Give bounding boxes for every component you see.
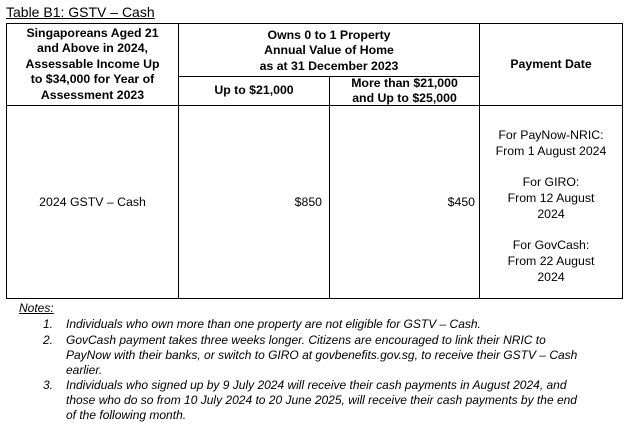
note-2 xyxy=(43,333,628,378)
eligibility-header-line: Assessment 2023 xyxy=(40,87,145,102)
row-label-cell xyxy=(7,106,178,298)
av-21000-to-25000-line: and Up to $25,000 xyxy=(352,91,457,105)
payment-line: For GIRO: xyxy=(522,175,580,189)
property-group-header-line: Annual Value of Home xyxy=(264,43,394,58)
note-line: Individuals who own more than one property are not eligible for GSTV – Cash. xyxy=(66,317,481,331)
av-up-to-21000-header xyxy=(179,77,329,105)
note-line: of the following month. xyxy=(66,408,187,422)
av-up-to-21000-label: Up to $21,000 xyxy=(214,83,294,98)
payment-date-header xyxy=(480,24,622,105)
eligibility-header-line: Assessable Income Up xyxy=(25,56,160,71)
value-21000-to-25000: $450 xyxy=(447,195,475,209)
govcash-block xyxy=(480,237,622,285)
note-line: earlier. xyxy=(66,363,103,377)
payment-line: For GovCash: xyxy=(512,238,590,252)
payment-line: From 12 August xyxy=(507,191,595,205)
property-group-header xyxy=(179,27,479,75)
note-number: 2. xyxy=(43,333,54,347)
note-3 xyxy=(43,378,628,423)
note-text xyxy=(66,317,628,332)
eligibility-header-line: Singaporeans Aged 21 xyxy=(26,25,159,40)
gstv-cash-table xyxy=(6,23,623,299)
table-title: Table B1: GSTV – Cash xyxy=(6,4,155,20)
eligibility-header-line: and Above in 2024, xyxy=(37,41,148,56)
note-text xyxy=(66,378,628,423)
payment-line: 2024 xyxy=(537,270,565,284)
av-21000-to-25000-line: More than $21,000 xyxy=(351,75,458,90)
property-group-header-line: Owns 0 to 1 Property xyxy=(267,27,391,42)
note-line: GovCash payment takes three weeks longer. Citizens are encouraged to link their NRIC to xyxy=(66,333,546,347)
paynow-block xyxy=(480,127,622,159)
payment-line: From 1 August 2024 xyxy=(495,144,607,158)
av-21000-to-25000-header xyxy=(330,77,479,105)
payment-date-header-label: Payment Date xyxy=(510,56,592,71)
note-number: 1. xyxy=(43,317,54,331)
notes-heading: Notes: xyxy=(19,301,54,315)
value-21000-to-25000-cell xyxy=(330,106,479,298)
eligibility-header-line: to $34,000 for Year of xyxy=(30,72,155,87)
payment-line: From 22 August xyxy=(507,254,595,268)
value-up-to-21000-cell xyxy=(179,106,329,298)
note-text xyxy=(66,333,628,378)
eligibility-header xyxy=(7,24,178,105)
row-label: 2024 GSTV – Cash xyxy=(39,195,146,209)
value-up-to-21000: $850 xyxy=(294,195,322,209)
giro-block xyxy=(480,174,622,222)
payment-line: For PayNow-NRIC: xyxy=(498,128,604,142)
note-number: 3. xyxy=(43,378,54,392)
payment-line: 2024 xyxy=(537,207,565,221)
note-1 xyxy=(43,317,628,332)
property-group-header-line: as at 31 December 2023 xyxy=(259,58,399,73)
note-line: PayNow with their banks, or switch to GIRO at govbenefits.gov.sg, to receive their GSTV – Cash xyxy=(66,348,578,362)
payment-dates-cell xyxy=(480,127,622,285)
note-line: Individuals who signed up by 9 July 2024 will receive their cash payments in August 2024, and xyxy=(66,378,567,392)
note-line: those who do so from 10 July 2024 to 20 June 2025, will receive their cash payments by the end xyxy=(66,393,577,407)
